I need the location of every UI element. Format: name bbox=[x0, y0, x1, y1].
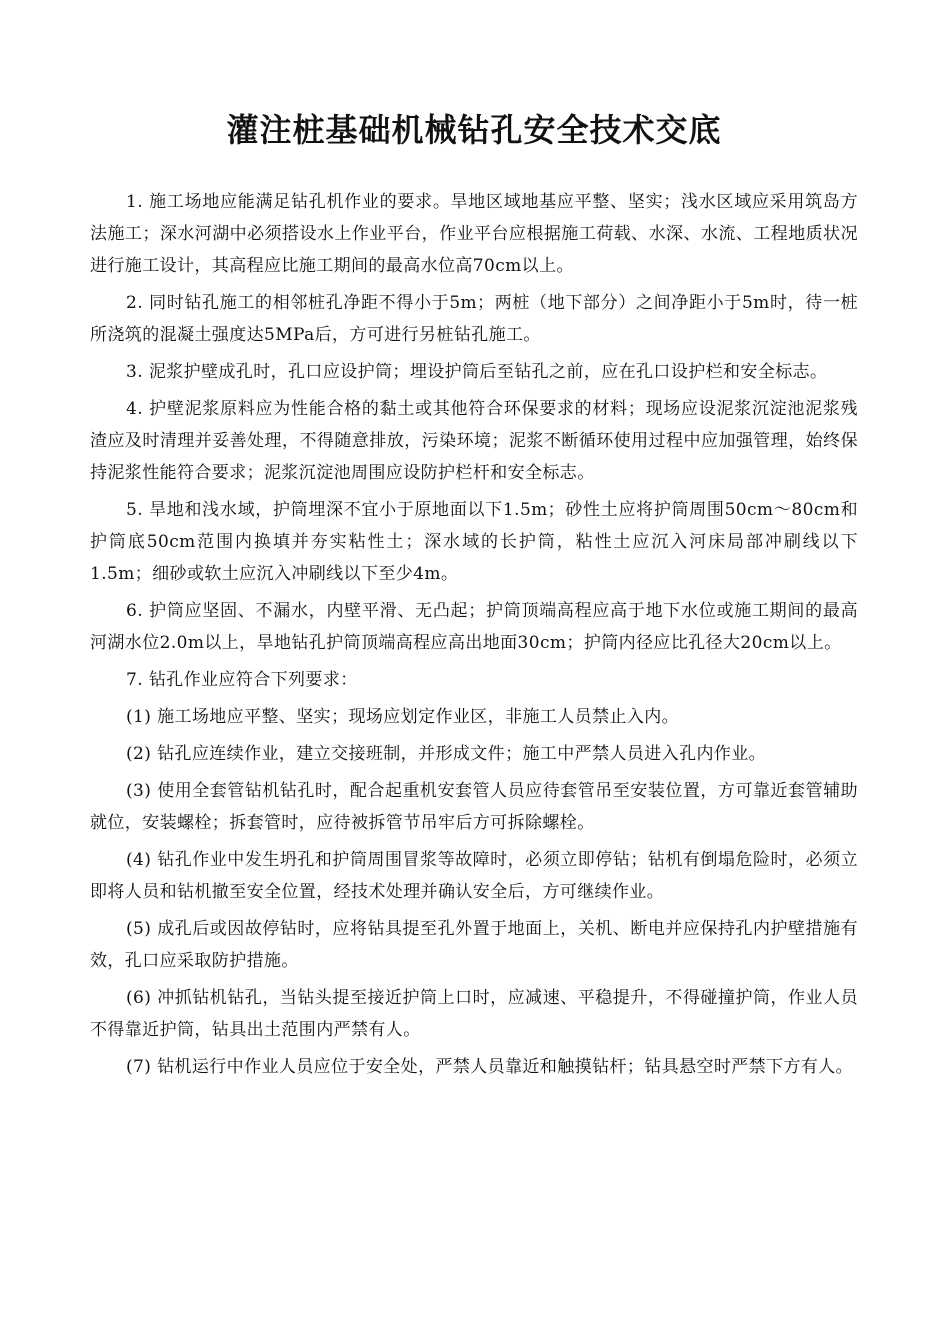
paragraph-2: 2. 同时钻孔施工的相邻桩孔净距不得小于5m；两桩（地下部分）之间净距小于5m时，待一桩所浇筑的混凝土强度达5MPa后，方可进行另桩钻孔施工。 bbox=[90, 293, 858, 345]
subitem-3: (3) 使用全套管钻机钻孔时，配合起重机安套管人员应待套管吊至安装位置，方可靠近套管辅助就位，安装螺栓；拆套管时，应待被拆管节吊牢后方可拆除螺栓。 bbox=[90, 781, 858, 833]
paragraph-4: 4. 护壁泥浆原料应为性能合格的黏土或其他符合环保要求的材料；现场应设泥浆沉淀池泥浆残渣应及时清理并妥善处理，不得随意排放，污染环境；泥浆不断循环使用过程中应加强管理，始终保持泥浆性能符合要求；泥浆沉淀池周围应设防护栏杆和安全标志。 bbox=[90, 399, 858, 483]
paragraph-6: 6. 护筒应坚固、不漏水，内壁平滑、无凸起；护筒顶端高程应高于地下水位或施工期间的最高河湖水位2.0m以上，旱地钻孔护筒顶端高程应高出地面30cm；护筒内径应比孔径大20cm以上。 bbox=[90, 601, 858, 653]
subitem-2: (2) 钻孔应连续作业，建立交接班制，并形成文件；施工中严禁人员进入孔内作业。 bbox=[126, 744, 767, 764]
paragraph-7: 7. 钻孔作业应符合下列要求： bbox=[126, 670, 358, 690]
paragraph-3: 3. 泥浆护壁成孔时，孔口应设护筒；埋设护筒后至钻孔之前，应在孔口设护栏和安全标志。 bbox=[126, 362, 828, 382]
paragraph-5: 5. 旱地和浅水域，护筒埋深不宜小于原地面以下1.5m；砂性土应将护筒周围50cm～80cm和护筒底50cm范围内换填并夯实粘性土；深水域的长护筒，粘性土应沉入河床局部冲刷线以下1.5m；细砂或软土应沉入冲刷线以下至少4m。 bbox=[90, 500, 858, 584]
subitem-5: (5) 成孔后或因故停钻时，应将钻具提至孔外置于地面上，关机、断电并应保持孔内护壁措施有效，孔口应采取防护措施。 bbox=[90, 919, 858, 971]
paragraph-1: 1. 施工场地应能满足钻孔机作业的要求。旱地区域地基应平整、坚实；浅水区域应采用筑岛方法施工；深水河湖中必须搭设水上作业平台，作业平台应根据施工荷载、水深、水流、工程地质状况进行施工设计，其高程应比施工期间的最高水位高70cm以上。 bbox=[90, 192, 858, 276]
subitem-6: (6) 冲抓钻机钻孔，当钻头提至接近护筒上口时，应减速、平稳提升，不得碰撞护筒，作业人员不得靠近护筒，钻具出土范围内严禁有人。 bbox=[90, 988, 858, 1040]
subitem-1: (1) 施工场地应平整、坚实；现场应划定作业区，非施工人员禁止入内。 bbox=[126, 707, 680, 727]
document-title: 灌注桩基础机械钻孔安全技术交底 bbox=[226, 111, 722, 149]
subitem-4: (4) 钻孔作业中发生坍孔和护筒周围冒浆等故障时，必须立即停钻；钻机有倒塌危险时，必须立即将人员和钻机撤至安全位置，经技术处理并确认安全后，方可继续作业。 bbox=[90, 850, 858, 902]
subitem-7: (7) 钻机运行中作业人员应位于安全处，严禁人员靠近和触摸钻杆；钻具悬空时严禁下方有人。 bbox=[126, 1057, 854, 1077]
